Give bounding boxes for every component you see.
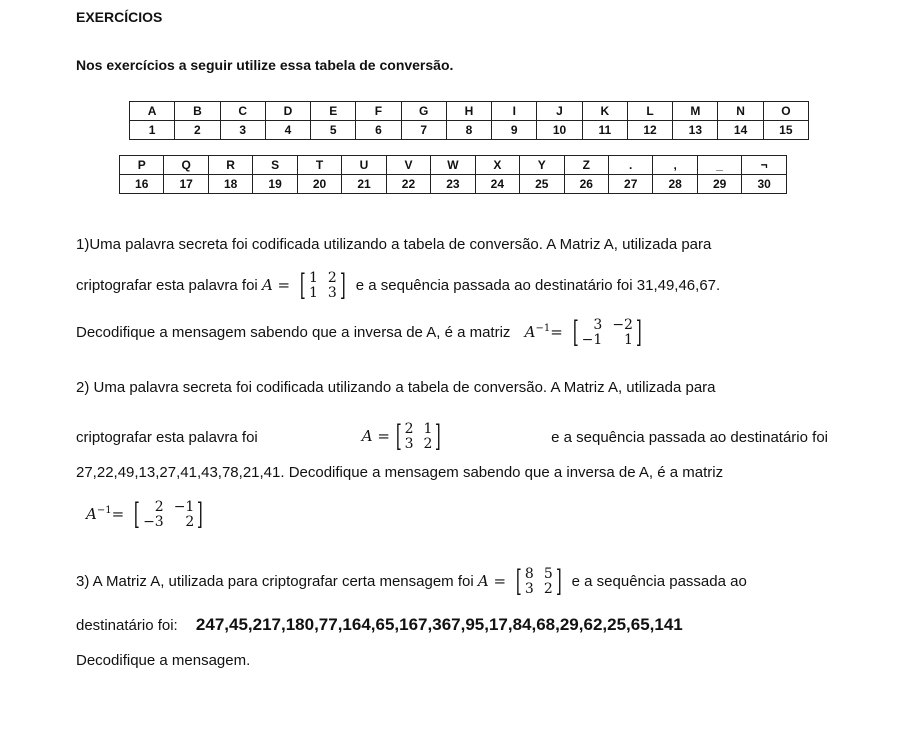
number-cell: 15 [763, 121, 808, 140]
matrix-entry: −1 [173, 499, 195, 515]
number-cell: 8 [446, 121, 491, 140]
letter-cell: T [297, 156, 341, 175]
number-cell: 3 [220, 121, 265, 140]
letter-cell: R [208, 156, 252, 175]
letter-cell: C [220, 102, 265, 121]
matrix-entry: 2 [327, 270, 337, 286]
letter-cell: L [627, 102, 672, 121]
matrix-entry: 1 [309, 270, 318, 286]
page-title: EXERCÍCIOS [76, 9, 163, 25]
number-cell: 29 [697, 175, 741, 194]
number-cell: 5 [311, 121, 356, 140]
number-cell: 23 [431, 175, 475, 194]
matrix-entry: 1 [309, 285, 318, 301]
left-bracket: [ [395, 419, 402, 454]
table-row-numbers [130, 121, 809, 140]
letter-cell: F [356, 102, 401, 121]
conversion-table-1 [129, 101, 809, 140]
letter-cell: X [475, 156, 519, 175]
q3-line3: Decodifique a mensagem. [76, 652, 251, 669]
number-cell: 2 [175, 121, 220, 140]
number-cell: 22 [386, 175, 430, 194]
letter-cell: ¬ [742, 156, 787, 175]
q1-matrix-a [297, 268, 348, 303]
number-cell: 28 [653, 175, 697, 194]
table-row-letters [120, 156, 787, 175]
letter-cell: I [492, 102, 537, 121]
q3-sequence: 247,45,217,180,77,164,65,167,367,95,17,84,68,29,62,25,65,141 [195, 615, 683, 634]
matrix-entry: 3 [524, 581, 534, 597]
right-bracket: ] [339, 268, 346, 303]
matrix-entry: 2 [404, 421, 414, 437]
number-cell: 20 [297, 175, 341, 194]
number-cell: 11 [582, 121, 627, 140]
q2-line2-b: e a sequência passada ao destinatário foi [551, 428, 828, 446]
matrix-entry: 3 [593, 317, 603, 333]
q2-line4 [86, 497, 209, 532]
number-cell: 6 [356, 121, 401, 140]
q3-line2 [76, 615, 683, 635]
q2-line1: 2) Uma palavra secreta foi codificada utilizando a tabela de conversão. A Matriz A, utilizada para [76, 379, 716, 396]
number-cell: 18 [208, 175, 252, 194]
letter-cell: W [431, 156, 475, 175]
q1-line3 [76, 315, 648, 350]
matrix-entry: 8 [524, 566, 534, 582]
q1-line2-a: criptografar esta palavra foi [76, 276, 258, 294]
letter-cell: Y [520, 156, 564, 175]
left-bracket: [ [300, 268, 307, 303]
matrix-entry: 2 [543, 581, 553, 597]
matrix-entry: −2 [612, 317, 633, 333]
number-cell: 7 [401, 121, 446, 140]
right-bracket: ] [197, 497, 204, 532]
letter-cell: V [386, 156, 430, 175]
letter-cell: S [253, 156, 297, 175]
matrix-entry: 5 [543, 566, 553, 582]
letter-cell: P [120, 156, 164, 175]
number-cell: 24 [475, 175, 519, 194]
intro-text: Nos exercícios a seguir utilize essa tabela de conversão. [76, 57, 454, 73]
letter-cell: _ [697, 156, 741, 175]
number-cell: 4 [265, 121, 310, 140]
number-cell: 17 [164, 175, 208, 194]
right-bracket: ] [635, 315, 642, 350]
q3-matrix-a [513, 564, 564, 599]
table-row-numbers [120, 175, 787, 194]
q1-matrix-ainv [570, 315, 645, 350]
conversion-table-2 [119, 155, 787, 194]
matrix-a-label: A = [361, 426, 390, 445]
number-cell: 19 [253, 175, 297, 194]
number-cell: 27 [608, 175, 652, 194]
inverse-label: $A^{-1}=$ [524, 322, 563, 341]
q2-line3: 27,22,49,13,27,41,43,78,21,41. Decodifique a mensagem sabendo que a inversa de A, é a matriz [76, 464, 724, 481]
q1-line2 [76, 268, 721, 303]
q3-line1-b: e a sequência passada ao [571, 572, 747, 590]
right-bracket: ] [555, 564, 562, 599]
letter-cell: . [608, 156, 652, 175]
letter-cell: J [537, 102, 582, 121]
q2-matrix-a [393, 419, 444, 454]
letter-cell: O [763, 102, 808, 121]
table-row-letters [130, 102, 809, 121]
number-cell: 30 [742, 175, 787, 194]
q3-line1 [76, 564, 747, 599]
letter-cell: N [718, 102, 763, 121]
q2-line2 [76, 419, 828, 454]
matrix-entry: 2 [185, 514, 195, 530]
letter-cell: G [401, 102, 446, 121]
q2-matrix-ainv [131, 497, 206, 532]
letter-cell: A [130, 102, 175, 121]
letter-cell: B [175, 102, 220, 121]
letter-cell: , [653, 156, 697, 175]
letter-cell: Z [564, 156, 608, 175]
number-cell: 12 [627, 121, 672, 140]
matrix-entry: 2 [423, 436, 433, 452]
number-cell: 21 [342, 175, 386, 194]
letter-cell: H [446, 102, 491, 121]
number-cell: 14 [718, 121, 763, 140]
left-bracket: [ [134, 497, 141, 532]
q1-line3-text: Decodifique a mensagem sabendo que a inversa de A, é a matriz [76, 323, 511, 341]
matrix-entry: −1 [581, 332, 603, 348]
matrix-a-label: A = [477, 571, 507, 590]
matrix-entry: 3 [404, 436, 414, 452]
matrix-entry: −3 [143, 514, 164, 530]
number-cell: 25 [520, 175, 564, 194]
q3-line2-a: destinatário foi: [76, 617, 178, 634]
letter-cell: D [265, 102, 310, 121]
inverse-label: $A^{-1}=$ [86, 504, 125, 523]
matrix-entry: 1 [624, 332, 633, 348]
letter-cell: E [311, 102, 356, 121]
number-cell: 13 [673, 121, 718, 140]
q3-line1-a: 3) A Matriz A, utilizada para criptografar certa mensagem foi [76, 572, 474, 590]
letter-cell: U [342, 156, 386, 175]
number-cell: 9 [492, 121, 537, 140]
number-cell: 1 [130, 121, 175, 140]
q1-line2-b: e a sequência passada ao destinatário foi 31,49,46,67. [355, 276, 721, 294]
matrix-a-label: A = [261, 275, 291, 294]
right-bracket: ] [435, 419, 442, 454]
number-cell: 26 [564, 175, 608, 194]
letter-cell: K [582, 102, 627, 121]
matrix-entry: 2 [154, 499, 164, 515]
letter-cell: M [673, 102, 718, 121]
number-cell: 16 [120, 175, 164, 194]
left-bracket: [ [572, 315, 579, 350]
q1-line1: 1)Uma palavra secreta foi codificada utilizando a tabela de conversão. A Matriz A, utilizada para [76, 236, 712, 253]
q2-line2-a: criptografar esta palavra foi [76, 428, 258, 446]
left-bracket: [ [516, 564, 522, 599]
letter-cell: Q [164, 156, 208, 175]
matrix-entry: 1 [423, 421, 433, 437]
matrix-entry: 3 [327, 285, 337, 301]
number-cell: 10 [537, 121, 582, 140]
